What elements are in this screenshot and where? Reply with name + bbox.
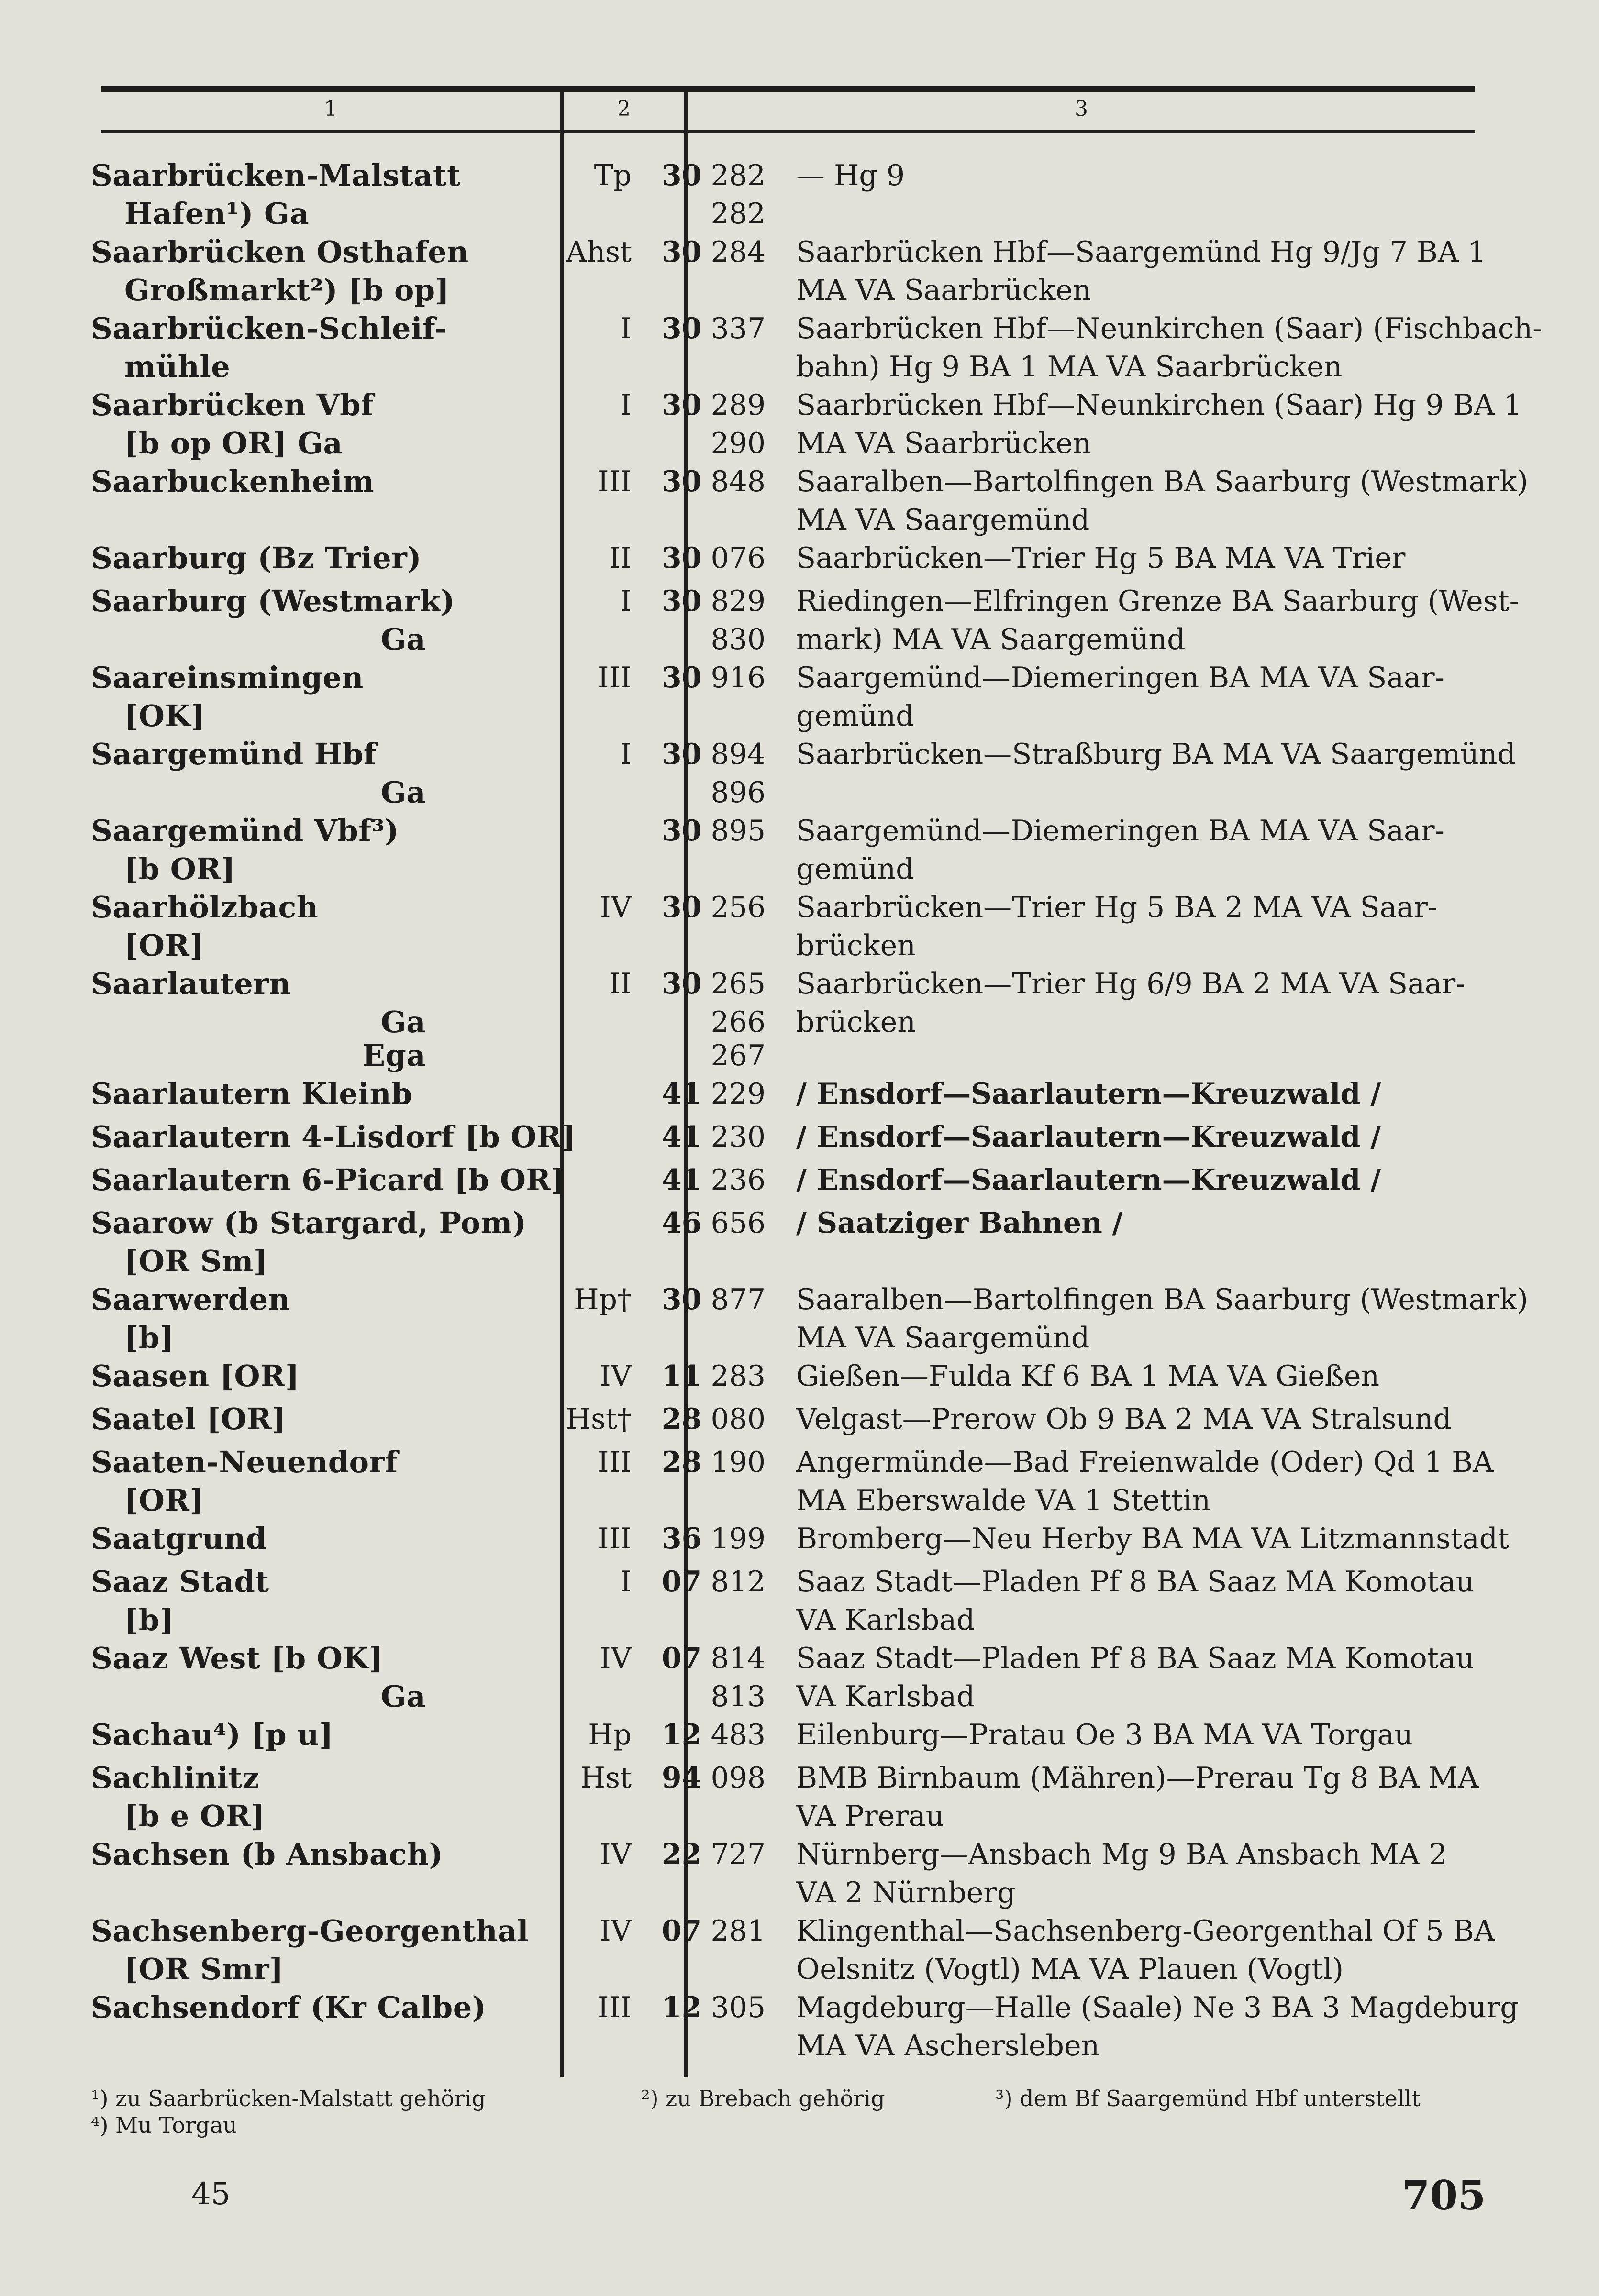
station-name: Saarburg (Bz Trier) [91,541,422,575]
station-name: Saarow (b Stargard, Pom) [91,1205,527,1240]
route-info: / Ensdorf—Saarlautern—Kreuzwald / [796,1120,1381,1154]
station-name: Saaz West [b OK] [91,1641,383,1676]
entry-line [91,2029,1478,2063]
station-name: [b OR] [124,851,236,886]
station-number: 30 895 [661,814,766,848]
station-name: Saarlautern Kleinb [91,1076,412,1111]
entry-line [91,733,1516,776]
station-name: Saarlautern 4-Lisdorf [b OR] [91,1119,576,1154]
station-name: [b e OR] [124,1799,266,1833]
station-name: Hafen¹) Ga [124,196,310,231]
station-entry [91,962,1478,1072]
station-name: [OR] [124,1483,204,1518]
entry-line [91,656,1478,699]
station-class: I [620,388,632,422]
station-number: 28 080 [661,1402,766,1436]
station-number: 30 256 [661,891,766,924]
station-number: 30 877 [661,1283,766,1316]
entry-line [91,1321,1478,1355]
route-info: Saarbrücken—Trier Hg 6/9 BA 2 MA VA Saar- [796,967,1466,1001]
station-class: II [609,967,632,1001]
entry-line [91,307,1543,350]
station-entry [91,1517,1510,1560]
station-entry [91,154,1478,231]
station-number: 94 098 [661,1761,766,1795]
station-number: 30 076 [661,541,766,575]
station-class: I [620,585,632,618]
station-name: Saareinsmingen [91,660,364,695]
station-entry [91,1159,1478,1202]
entry-line [91,1876,1478,1910]
entry-line [91,154,1478,197]
entry-line [91,809,1478,852]
entry-line [91,1680,1478,1713]
route-info: / Ensdorf—Saarlautern—Kreuzwald / [796,1163,1381,1197]
column-header-1: 1 [324,97,337,121]
station-name: Ga [380,1004,426,1039]
route-info: Bromberg—Neu Herby BA MA VA Litzmannstadt [796,1522,1510,1556]
entry-line [91,1484,1478,1517]
station-name: Saarburg (Westmark) [91,584,455,618]
route-info: Klingenthal—Sachsenberg-Georgenthal Of 5 BA [796,1914,1495,1948]
station-class: III [597,1522,632,1556]
station-number: 28 190 [661,1446,766,1479]
entry-line [91,1005,1478,1039]
station-name: Saarhölzbach [91,890,319,925]
route-info: Nürnberg—Ansbach Mg 9 BA Ansbach MA 2 [796,1838,1447,1871]
station-name: [OK] [124,698,205,733]
entry-line [91,1910,1495,1953]
station-entry [91,231,1486,308]
entry-line [91,1953,1478,1986]
station-class: III [597,1446,632,1479]
route-info: Saarbrücken—Trier Hg 5 BA 2 MA VA Saar- [796,891,1438,924]
entry-line [91,1603,1478,1637]
entry-line [91,1441,1494,1484]
station-entry [91,656,1478,733]
route-info: brücken [796,929,916,962]
station-name: Saarwerden [91,1282,290,1317]
station-number: 46 656 [661,1206,766,1240]
route-info: / Ensdorf—Saarlautern—Kreuzwald / [796,1077,1381,1111]
route-info: VA Prerau [796,1799,944,1833]
station-name: [b] [124,1602,174,1637]
entry-line [91,886,1478,929]
station-entry [91,307,1543,384]
station-name: Ga [380,622,426,657]
station-entry [91,1910,1495,1987]
page-number: 705 [1402,2172,1486,2219]
station-name: Saarbuckenheim [91,464,375,499]
footnote-2: ²) zu Brebach gehörig [641,2086,885,2111]
entry-line [91,231,1486,274]
route-info: Riedingen—Elfringen Grenze BA Saarburg (West- [796,585,1519,618]
station-class: I [620,1565,632,1599]
route-info: VA Karlsbad [796,1603,975,1637]
station-name: Sachsenberg-Georgenthal [91,1913,529,1948]
route-info: MA VA Saarbrücken [796,427,1091,460]
station-number: 813 [711,1680,766,1713]
route-info: Magdeburg—Halle (Saale) Ne 3 BA 3 Magdeburg [796,1991,1519,2024]
station-number: 12 305 [661,1991,766,2024]
station-entry [91,384,1522,461]
route-info: VA Karlsbad [796,1680,975,1713]
footnote-1: ¹) zu Saarbrücken-Malstatt gehörig [91,2086,486,2111]
entry-line [91,1398,1478,1441]
station-name: mühle [124,349,231,384]
entry-line [91,1202,1478,1245]
route-info: MA VA Saargemünd [796,503,1090,537]
route-info: Gießen—Fulda Kf 6 BA 1 MA VA Gießen [796,1359,1380,1393]
route-info: Oelsnitz (Vogtl) MA VA Plauen (Vogtl) [796,1953,1344,1986]
entry-line [91,699,1478,733]
station-name: Sachau⁴) [p u] [91,1717,333,1752]
station-entry [91,1278,1528,1355]
route-info: MA Eberswalde VA 1 Stettin [796,1484,1211,1517]
entry-line [91,350,1478,384]
station-number: 11 283 [661,1359,766,1393]
station-name: Ega [362,1038,426,1073]
route-info: Saaralben—Bartolfingen BA Saarburg (Westmark) [796,465,1528,498]
station-name: Saarlautern [91,966,291,1001]
station-entry [91,886,1478,962]
station-class: II [609,541,632,575]
route-info: Velgast—Prerow Ob 9 BA 2 MA VA Stralsund [796,1402,1452,1436]
route-info: MA VA Saargemünd [796,1321,1090,1355]
entry-line [91,929,1478,962]
station-entry [91,1115,1478,1159]
station-class: IV [599,891,632,924]
route-info: gemünd [796,699,914,733]
route-info: — Hg 9 [796,159,905,192]
station-class: Hp [588,1718,632,1752]
station-name: Sachsen (b Ansbach) [91,1837,444,1872]
station-number: 30 284 [661,235,766,269]
route-info: Saargemünd—Diemeringen BA MA VA Saar- [796,661,1444,695]
entry-line [91,1756,1478,1799]
station-entry [91,1441,1494,1518]
station-entry [91,1833,1478,1910]
station-class: IV [599,1359,632,1393]
station-number: 30 894 [661,738,766,771]
entry-line [91,1517,1510,1560]
station-number: 07 814 [661,1642,766,1675]
route-info: mark) MA VA Saargemünd [796,623,1186,656]
station-number: 22 727 [661,1838,766,1871]
station-number: 41 229 [661,1077,766,1111]
station-name: Saarlautern 6-Picard [b OR] [91,1162,566,1197]
route-info: Saarbrücken—Straßburg BA MA VA Saargemünd [796,738,1516,771]
station-number: 282 [711,197,766,231]
station-entry [91,460,1528,537]
station-name: Saargemünd Vbf³) [91,813,399,848]
route-info: Saarbrücken—Trier Hg 5 BA MA VA Trier [796,541,1406,575]
column-header-3: 3 [1075,97,1088,121]
station-entry [91,1986,1519,2063]
route-info: brücken [796,1005,916,1039]
station-name: Ga [380,775,426,810]
station-number: 30 265 [661,967,766,1001]
station-number: 30 289 [661,388,766,422]
station-class: IV [599,1914,632,1948]
station-class: I [620,738,632,771]
station-class: III [597,465,632,498]
entry-line [91,1278,1528,1321]
entry-line [91,1159,1478,1202]
footnote-4: ⁴) Mu Torgau [91,2112,237,2138]
entry-line [91,537,1478,580]
route-info: Saarbrücken Hbf—Neunkirchen (Saar) (Fischbach- [796,312,1543,345]
entry-line [91,852,1478,886]
route-info: Eilenburg—Pratau Oe 3 BA MA VA Torgau [796,1718,1413,1752]
station-class: Hp† [574,1283,632,1316]
station-name: Sachlinitz [91,1760,260,1795]
station-name: [OR Sm] [124,1244,268,1279]
station-number: 30 337 [661,312,766,345]
station-number: 41 230 [661,1120,766,1154]
station-name: Saargemünd Hbf [91,737,377,772]
station-number: 830 [711,623,766,656]
station-name: Saaz Stadt [91,1564,269,1599]
route-info: gemünd [796,852,914,886]
station-class: I [620,312,632,345]
route-info: MA VA Saarbrücken [796,274,1091,307]
station-entry [91,580,1519,657]
station-number: 30 282 [661,159,766,192]
station-entry [91,1637,1478,1713]
route-info: / Saatziger Bahnen / [796,1206,1123,1240]
entry-line [91,1637,1478,1680]
station-class: Hst† [566,1402,632,1436]
station-entry [91,1355,1478,1398]
station-name: Ga [380,1679,426,1714]
route-info: Saargemünd—Diemeringen BA MA VA Saar- [796,814,1444,848]
station-number: 266 [711,1005,766,1039]
route-info: Saaz Stadt—Pladen Pf 8 BA Saaz MA Komotau [796,1642,1475,1675]
entry-line [91,1355,1478,1398]
station-entry [91,1072,1478,1115]
entry-line [91,962,1478,1005]
station-class: Tp [594,159,632,192]
station-name: Saarbrücken Osthafen [91,234,469,269]
route-info: Saaralben—Bartolfingen BA Saarburg (Westmark) [796,1283,1528,1316]
entry-line [91,1245,1478,1278]
station-number: 07 281 [661,1914,766,1948]
station-number: 12 483 [661,1718,766,1752]
station-class: III [597,661,632,695]
entry-line [91,623,1478,656]
station-number: 36 199 [661,1522,766,1556]
station-number: 30 829 [661,585,766,618]
entry-line [91,1799,1478,1833]
station-entry [91,1398,1478,1441]
station-class: IV [599,1838,632,1871]
station-entry [91,1713,1478,1756]
station-entry [91,537,1478,580]
route-info: BMB Birnbaum (Mähren)—Prerau Tg 8 BA MA [796,1761,1479,1795]
entry-line [91,1560,1478,1603]
entry-line [91,427,1478,460]
station-name: Großmarkt²) [b op] [124,273,450,308]
station-number: 896 [711,776,766,809]
station-class: Hst [580,1761,632,1795]
station-name: Saatel [OR] [91,1402,287,1436]
entry-line [91,460,1528,503]
page-signature: 45 [191,2176,231,2212]
route-info: bahn) Hg 9 BA 1 MA VA Saarbrücken [796,350,1343,384]
station-name: [b op OR] Ga [124,426,343,461]
station-class: IV [599,1642,632,1675]
route-info: MA VA Aschersleben [796,2029,1100,2063]
station-number: 290 [711,427,766,460]
station-entry [91,1202,1478,1278]
entry-line [91,503,1478,537]
station-number: 41 236 [661,1163,766,1197]
footnote-3: ³) dem Bf Saargemünd Hbf unterstellt [995,2086,1421,2111]
entry-line [91,1039,1478,1072]
station-number: 267 [711,1039,766,1072]
route-info: Saarbrücken Hbf—Saargemünd Hg 9/Jg 7 BA 1 [796,235,1486,269]
station-name: Saasen [OR] [91,1358,300,1393]
station-class: Ahst [566,235,632,269]
station-name: Saarbrücken-Malstatt [91,158,461,193]
route-info: Saaz Stadt—Pladen Pf 8 BA Saaz MA Komotau [796,1565,1475,1599]
station-list [91,154,1543,2063]
entry-line [91,1833,1478,1876]
station-name: [b] [124,1320,174,1355]
entry-line [91,197,1478,231]
station-name: Sachsendorf (Kr Calbe) [91,1990,487,2025]
station-entry [91,733,1516,810]
station-name: Saarbrücken Vbf [91,387,374,422]
entry-line [91,1986,1519,2029]
entry-line [91,1072,1478,1115]
station-number: 07 812 [661,1565,766,1599]
column-header-2: 2 [617,97,631,121]
station-name: [OR] [124,928,204,963]
entry-line [91,274,1478,307]
entry-line [91,384,1522,427]
station-number: 30 848 [661,465,766,498]
station-entry [91,1756,1478,1833]
station-entry [91,809,1478,886]
station-name: [OR Smr] [124,1952,284,1987]
route-info: Saarbrücken Hbf—Neunkirchen (Saar) Hg 9 BA 1 [796,388,1522,422]
entry-line [91,1115,1478,1159]
station-entry [91,1560,1478,1637]
station-name: Saatgrund [91,1521,267,1556]
station-class: III [597,1991,632,2024]
station-name: Saaten-Neuendorf [91,1445,398,1479]
entry-line [91,580,1519,623]
entry-line [91,1713,1478,1756]
entry-line [91,776,1478,809]
route-info: Angermünde—Bad Freienwalde (Oder) Qd 1 BA [796,1446,1494,1479]
station-name: Saarbrücken-Schleif- [91,311,447,346]
header-rule [101,130,1475,133]
station-number: 30 916 [661,661,766,695]
route-info: VA 2 Nürnberg [796,1876,1016,1910]
